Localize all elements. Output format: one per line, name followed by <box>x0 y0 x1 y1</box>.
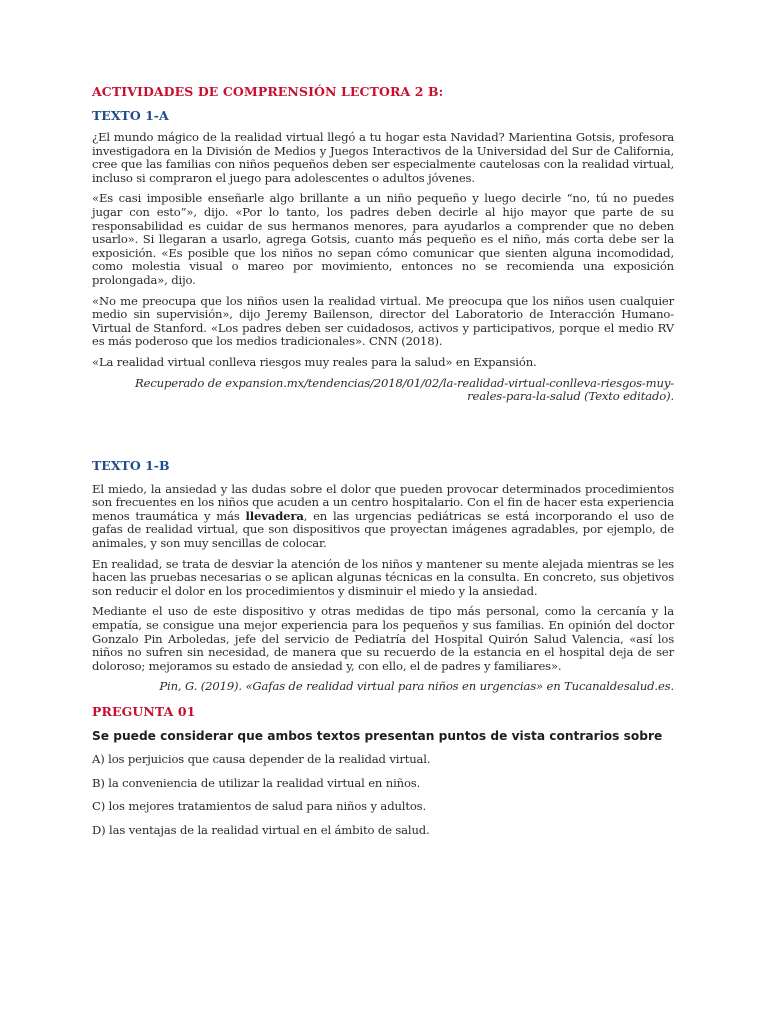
texto-1b-p1-part-1: El miedo, la ansiedad y las dudas sobre el dolor que pueden provocar determinados procedimientos son frecuentes en los niños que acuden a un centro hospitalario. Con el fin de hacer esta experiencia menos traumática y más <box>92 481 674 523</box>
texto-1a-source: «La realidad virtual conlleva riesgos muy reales para la salud» en Expansión. <box>92 354 537 369</box>
texto-1b-citation: Pin, G. (2019). «Gafas de realidad virtual para niños en urgencias» en Tucanaldesalud.es. <box>159 679 674 694</box>
texto-1a-paragraph-2: «Es casi imposible enseñarle algo brillante a un niño pequeño y luego decirle “no, tú no puedes jugar con esto”», dijo. «Por lo tanto, los padres deben decirle al hijo mayor que parte de su responsabilidad es cuidar de sus hermanos menores, para ayudarlos a comprender que no deben usarlo». Si llegaran a usarlo, agrega Gotsis, cuanto más pequeño es el niño, más corta debe ser la exposición. «Es posible que los niños no sepan cómo comunicar que sienten alguna incomodidad, como molestia visual o mareo por movimiento, entonces no se recomienda una exposición prolongada», dijo. <box>92 191 674 287</box>
option-a: A) los perjuicios que causa depender de la realidad virtual. <box>92 752 431 766</box>
question-stem: Se puede considerar que ambos textos presentan puntos de vista contrarios sobre <box>92 729 663 743</box>
option-b: B) la conveniencia de utilizar la realidad virtual en niños. <box>92 775 421 790</box>
texto-1b-paragraph-1 <box>92 483 674 551</box>
texto-1b-p1-part-2: , en las urgencias pediátricas se está incorporando el uso de gafas de realidad virtual, que son dispositivos que proyectan imágenes agradables, por ejemplo, de animales, y son muy sencillas de colocar. <box>92 508 674 551</box>
texto-1a-title: TEXTO 1-A <box>92 108 169 123</box>
option-c: C) los mejores tratamientos de salud para niños y adultos. <box>92 799 427 814</box>
texto-1b-p1-bold-word: llevadera <box>245 508 304 523</box>
texto-1a-paragraph-3: «No me preocupa que los niños usen la realidad virtual. Me preocupa que los niños usen cualquier medio sin supervisión», dijo Jeremy Bailenson, director del Laboratorio de Interacción Humano-Virtual de Stanford. «Los padres deben ser cuidadosos, activos y participativos, porque el medio RV es más poderoso que los medios tradicionales». CNN (2018). <box>92 293 674 349</box>
option-d: D) las ventajas de la realidad virtual en el ámbito de salud. <box>92 822 430 837</box>
texto-1b-paragraph-2: En realidad, se trata de desviar la atención de los niños y mantener su mente alejada mientras se les hacen las pruebas necesarias o se aplican algunas técnicas en la consulta. En concreto, sus objetivos son reducir el dolor en los procedimientos y disminuir el miedo y la ansiedad. <box>92 556 674 598</box>
pregunta-title: PREGUNTA 01 <box>92 704 196 719</box>
section-spacer <box>92 404 674 458</box>
texto-1b-title: TEXTO 1-B <box>92 457 170 473</box>
texto-1a-citation: Recuperado de expansion.mx/tendencias/2018/01/02/la-realidad-virtual-conlleva-riesgos-muy-reales-para-la-salud (Texto editado). <box>135 375 674 404</box>
texto-1a-paragraph-1: ¿El mundo mágico de la realidad virtual llegó a tu hogar esta Navidad? Marientina Gotsis, profesora investigadora en la División de Medios y Juegos Interactivos de la Universidad del Sur de California, cree que las familias con niños pequeños deben ser especialmente cautelosas con la realidad virtual, incluso si compraron el juego para adolescentes o adultos jóvenes. <box>92 130 674 185</box>
activities-heading: ACTIVIDADES DE COMPRENSIÓN LECTORA 2 B: <box>92 84 444 99</box>
texto-1b-paragraph-3: Mediante el uso de este dispositivo y otras medidas de tipo más personal, como la cercanía y la empatía, se consigue una mejor experiencia para los pequeños y sus familias. En opinión del doctor Gonzalo Pin Arboledas, jefe del servicio de Pediatría del Hospital Quirón Salud Valencia, «así los niños no sufren sin necesidad, de manera que su recuerdo de la estancia en el hospital deja de ser doloroso; mejoramos su estado de ansiedad y, con ello, el de padres y familiares». <box>92 604 674 673</box>
